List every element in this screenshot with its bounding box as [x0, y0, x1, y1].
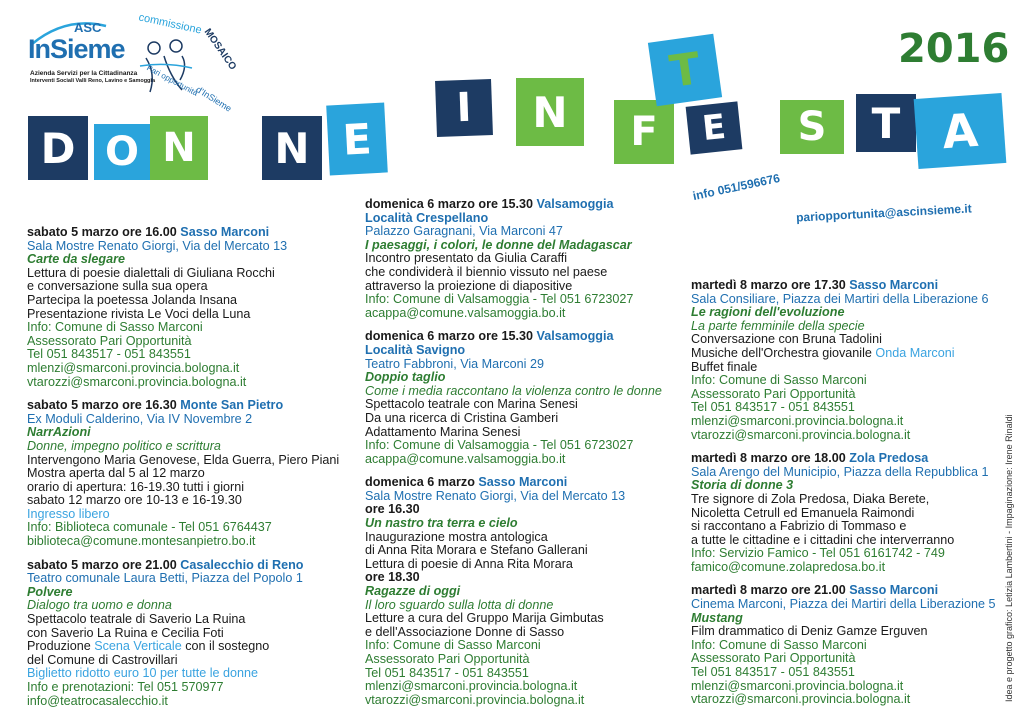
event-zola-predosa [691, 452, 996, 574]
event-locality: Località Savigno [365, 342, 466, 357]
event-cinema-marconi [691, 584, 996, 706]
event-info: Info: Comune di Valsamoggia - Tel 051 6723027 [365, 292, 634, 307]
event-desc: Film drammatico di Deniz Gamze Erguven [691, 624, 928, 639]
event-desc: Spettacolo teatrale con Marina Senesi [365, 397, 578, 412]
event-date: sabato 5 marzo ore 16.30 [27, 398, 181, 413]
mosaico-line-3: Pari opportunità [145, 63, 200, 98]
event-desc: Partecipa la poetessa Jolanda Insana [27, 292, 238, 307]
event-desc: con il sostegno [181, 639, 270, 654]
event-venue: Sala Mostre Renato Giorgi, Via del Mercato 13 [27, 238, 288, 253]
event-title: Polvere [27, 584, 73, 599]
event-date: martedì 8 marzo ore 17.30 [691, 278, 850, 292]
title-tile-e2: E [686, 101, 743, 154]
event-phone: Tel 051 843517 - 051 843551 [27, 347, 191, 362]
contact-email[interactable]: pariopportunita@ascinsieme.it [795, 201, 972, 225]
event-info: Info: Comune di Sasso Marconi [691, 637, 867, 652]
event-email[interactable]: mlenzi@smarconi.provincia.bologna.it [27, 360, 240, 375]
event-info: Info: Comune di Valsamoggia - Tel 051 6723027 [365, 438, 634, 453]
event-desc: Nicoletta Cetrull ed Emanuela Raimondi [691, 505, 915, 520]
event-locality: Località Crespellano [365, 210, 489, 225]
event-venue: Palazzo Garagnani, Via Marconi 47 [365, 224, 563, 239]
event-desc: sabato 12 marzo ore 10-13 e 16-19.30 [27, 493, 242, 508]
event-desc: attraverso la proiezione di diapositive [365, 278, 573, 293]
event-desc: e dell'Associazione Donne di Sasso [365, 624, 565, 639]
event-info: Assessorato Pari Opportunità [691, 386, 856, 401]
asc-insieme-logo [26, 14, 156, 84]
event-info: Info: Comune di Sasso Marconi [691, 373, 867, 388]
title-tile-n1: N [150, 116, 208, 180]
event-date: domenica 6 marzo ore 15.30 [365, 329, 537, 344]
event-desc: e conversazione sulla sua opera [27, 279, 208, 294]
event-desc: del Comune di Castrovillari [27, 652, 178, 667]
event-email[interactable]: vtarozzi@smarconi.provincia.bologna.it [27, 374, 247, 389]
event-info: Info: Servizio Famico - Tel 051 6161742 - 749 [691, 546, 945, 561]
title-tile-f: F [614, 100, 674, 164]
title-tile-t: T [856, 94, 916, 152]
event-desc: con Saverio La Ruina e Cecilia Foti [27, 625, 224, 640]
event-title: I paesaggi, i colori, le donne del Madagascar [365, 237, 632, 252]
event-title: Un nastro tra terra e cielo [365, 516, 518, 531]
event-desc: Produzione [27, 639, 95, 654]
event-subtitle: Come i media raccontano la violenza contro le donne [365, 383, 662, 398]
event-sasso-martedi [691, 279, 996, 442]
event-email[interactable]: vtarozzi@smarconi.provincia.bologna.it [691, 692, 911, 707]
event-savigno [365, 330, 662, 466]
event-desc: Lettura di poesie di Anna Rita Morara [365, 556, 573, 571]
title-tile-s: S [780, 100, 844, 154]
event-desc: Lettura di poesie dialettali di Giuliana Rocchi [27, 265, 275, 280]
event-time: ore 16.30 [365, 502, 420, 517]
event-date: sabato 5 marzo ore 16.00 [27, 225, 181, 239]
column-2 [365, 198, 662, 707]
event-desc: che condividerà il biennio vissuto nel paese [365, 264, 608, 279]
title-tile-n3: N [516, 78, 584, 146]
event-desc: Intervengono Maria Genovese, Elda Guerra, Piero Piani [27, 452, 340, 467]
title-tile-t-falling: T [648, 34, 722, 107]
event-desc: Incontro presentato da Giulia Caraffi [365, 251, 568, 266]
event-email[interactable]: info@teatrocasalecchio.it [27, 693, 168, 708]
event-desc: Conversazione con Bruna Tadolini [691, 332, 882, 347]
event-casalecchio [27, 559, 339, 709]
event-place: Valsamoggia [536, 197, 614, 211]
title-tile-d: D [28, 116, 88, 180]
event-desc: Spettacolo teatrale di Saverio La Ruina [27, 612, 246, 627]
logo-asc-text: ASC [74, 20, 102, 35]
title-tile-i: I [435, 79, 493, 137]
title-tile-a: A [914, 93, 1007, 169]
event-place: Sasso Marconi [849, 278, 939, 292]
event-orchestra: Onda Marconi [875, 345, 955, 360]
logo-insieme-text: InSieme [28, 34, 125, 64]
event-venue: Sala Arengo del Municipio, Piazza della Repubblica 1 [691, 464, 989, 479]
event-email[interactable]: mlenzi@smarconi.provincia.bologna.it [365, 679, 578, 694]
event-desc: Letture a cura del Gruppo Marija Gimbutas [365, 611, 604, 626]
event-place: Monte San Pietro [180, 398, 284, 413]
event-info: Info: Comune di Sasso Marconi [27, 320, 203, 335]
event-place: Zola Predosa [849, 451, 929, 466]
event-phone: Tel 051 843517 - 051 843551 [691, 665, 855, 680]
event-crespellano [365, 198, 662, 320]
event-desc: orario di apertura: 16-19.30 tutti i giorni [27, 479, 245, 494]
event-email[interactable]: biblioteca@comune.montesanpietro.bo.it [27, 534, 256, 549]
event-date: domenica 6 marzo ore 15.30 [365, 197, 537, 211]
event-title: Le ragioni dell'evoluzione [691, 305, 845, 320]
event-desc: di Anna Rita Morara e Stefano Gallerani [365, 543, 588, 558]
event-email[interactable]: acappa@comune.valsamoggia.bo.it [365, 305, 566, 320]
event-info: Assessorato Pari Opportunità [27, 333, 192, 348]
event-venue: Cinema Marconi, Piazza dei Martiri della Liberazione 5 [691, 597, 996, 612]
event-date: sabato 5 marzo ore 21.00 [27, 557, 181, 572]
event-phone: Tel 051 843517 - 051 843551 [691, 400, 855, 415]
event-title: Storia di donne 3 [691, 478, 794, 493]
event-venue: Teatro Fabbroni, Via Marconi 29 [365, 356, 544, 371]
event-desc: Mostra aperta dal 5 al 12 marzo [27, 466, 205, 481]
title-tile-n2: N [262, 116, 322, 180]
event-subtitle: Donne, impegno politico e scrittura [27, 438, 221, 453]
event-place: Valsamoggia [536, 329, 614, 344]
event-note: Biglietto ridotto euro 10 per tutte le donne [27, 666, 259, 681]
event-title: Mustang [691, 610, 743, 625]
event-email[interactable]: famico@comune.zolapredosa.bo.it [691, 559, 886, 574]
event-info: Info e prenotazioni: Tel 051 570977 [27, 680, 224, 694]
event-venue: Sala Consiliare, Piazza dei Martiri della Liberazione 6 [691, 291, 989, 306]
event-desc: si raccontano a Fabrizio di Tommaso e [691, 519, 907, 534]
column-3 [691, 279, 996, 707]
event-place: Sasso Marconi [849, 583, 939, 598]
year: 2016 [898, 26, 1010, 72]
event-venue: Sala Mostre Renato Giorgi, Via del Mercato 13 [365, 488, 626, 503]
event-email[interactable]: mlenzi@smarconi.provincia.bologna.it [691, 413, 904, 428]
event-place: Sasso Marconi [180, 225, 270, 239]
event-venue: Ex Moduli Calderino, Via IV Novembre 2 [27, 411, 253, 426]
event-time: ore 18.30 [365, 570, 420, 585]
event-info: Assessorato Pari Opportunità [365, 652, 530, 666]
event-desc: Tre signore di Zola Predosa, Diaka Berete, [691, 491, 930, 506]
event-info: Info: Biblioteca comunale - Tel 051 6764437 [27, 520, 272, 535]
mosaico-logo [134, 11, 254, 114]
event-place: Sasso Marconi [478, 475, 568, 490]
event-subtitle: Il loro sguardo sulla lotta di donne [365, 597, 554, 612]
mosaico-line-4: d'InSieme [194, 84, 234, 114]
event-title: Carte da slegare [27, 252, 126, 267]
event-desc: Inaugurazione mostra antologica [365, 529, 548, 544]
event-email[interactable]: acappa@comune.valsamoggia.bo.it [365, 451, 566, 466]
event-info: Info: Comune di Sasso Marconi [365, 638, 541, 653]
event-info: Assessorato Pari Opportunità [691, 651, 856, 666]
mosaico-line-2: MOSAICO [201, 26, 239, 73]
event-monte-san-pietro [27, 399, 339, 549]
event-note: Ingresso libero [27, 506, 110, 521]
mosaico-line-1: commissione [137, 11, 203, 37]
event-producer: Scena Verticale [94, 639, 182, 654]
title-tile-o: O [94, 124, 150, 180]
event-desc: Musiche dell'Orchestra giovanile [691, 345, 876, 360]
event-title: Ragazze di oggi [365, 584, 461, 599]
event-desc: a tutte le cittadine e i cittadini che interverranno [691, 532, 955, 547]
info-phone: info 051/596676 [691, 170, 782, 204]
event-title: NarrAzioni [27, 425, 91, 440]
event-desc: Presentazione rivista Le Voci della Luna [27, 306, 251, 321]
event-subtitle: La parte femminile della specie [691, 318, 865, 333]
title-tile-e: E [326, 103, 388, 176]
column-1 [27, 226, 339, 708]
event-sasso-domenica [365, 476, 662, 707]
event-place: Casalecchio di Reno [180, 557, 304, 572]
event-desc: Buffet finale [691, 359, 758, 374]
event-email[interactable]: vtarozzi@smarconi.provincia.bologna.it [365, 692, 585, 707]
credits: Idea e progetto grafico: Letizia Lambertini - Impaginazione: Irene Rinaldi [1004, 414, 1014, 702]
event-subtitle: Dialogo tra uomo e donna [27, 598, 172, 613]
event-title: Doppio taglio [365, 370, 446, 385]
event-date: domenica 6 marzo [365, 475, 479, 490]
event-sasso-16 [27, 226, 339, 389]
event-desc: Da una ricerca di Cristina Gamberi [365, 410, 559, 425]
event-desc: Adattamento Marina Senesi [365, 424, 521, 439]
logo-line-1: Azienda Servizi per la Cittadinanza [30, 70, 138, 77]
event-phone: Tel 051 843517 - 051 843551 [365, 665, 529, 680]
event-date: martedì 8 marzo ore 21.00 [691, 583, 850, 598]
event-email[interactable]: vtarozzi@smarconi.provincia.bologna.it [691, 427, 911, 442]
logo-line-2: Interventi Sociali Valli Reno, Lavino e Samoggia [30, 78, 156, 84]
event-venue: Teatro comunale Laura Betti, Piazza del Popolo 1 [27, 571, 303, 586]
event-date: martedì 8 marzo ore 18.00 [691, 451, 850, 466]
event-email[interactable]: mlenzi@smarconi.provincia.bologna.it [691, 678, 904, 693]
